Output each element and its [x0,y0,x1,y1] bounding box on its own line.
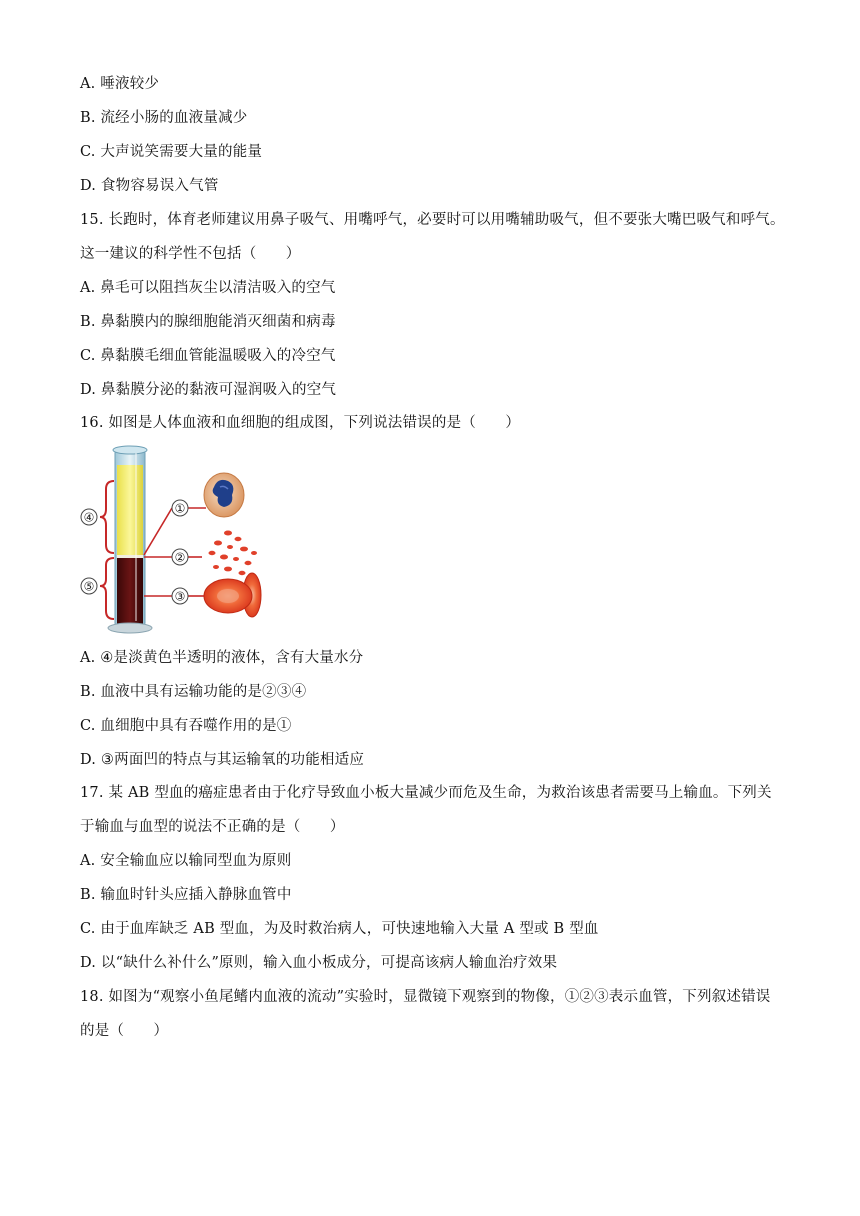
svg-text:①: ① [174,501,186,516]
q17-stem-line1: 17. 某 AB 型血的癌症患者由于化疗导致血小板大量减少而危及生命，为救治该患者需要马上输血。下列关 [80,785,772,801]
bracket-plasma [100,481,114,553]
q17-option-c: C. 由于血库缺乏 AB 型血，为及时救治病人，可快速地输入大量 A 型或 B 型血 [80,921,599,937]
q15-stem-line2: 这一建议的科学性不包括（ ） [80,246,301,262]
blood-composition-figure [78,443,278,638]
platelets-graphic [209,531,258,576]
red-blood-cells-graphic [204,573,261,617]
label-4-marker [81,509,97,525]
svg-text:②: ② [174,550,186,565]
q16-stem: 16. 如图是人体血液和血细胞的组成图，下列说法错误的是（ ） [80,415,521,431]
q15-option-c: C. 鼻黏膜毛细血管能温暖吸入的冷空气 [80,348,336,364]
label-5-marker [81,578,97,594]
svg-text:⑤: ⑤ [83,579,95,594]
q14-option-a: A. 唾液较少 [80,76,160,92]
q14-option-d: D. 食物容易误入气管 [80,178,219,194]
white-blood-cell-graphic [204,473,244,517]
q15-option-b: B. 鼻黏膜内的腺细胞能消灭细菌和病毒 [80,314,336,330]
label-3-marker [172,588,188,604]
q17-option-d: D. 以“缺什么补什么”原则，输入血小板成分，可提高该病人输血治疗效果 [80,955,558,971]
bracket-blood-cells [100,558,114,619]
q17-option-a: A. 安全输血应以输同型血为原则 [80,853,292,869]
q18-stem-line1: 18. 如图为“观察小鱼尾鳍内血液的流动”实验时，显微镜下观察到的物像，①②③表示血管，下列叙述错误 [80,989,771,1005]
q17-option-b: B. 输血时针头应插入静脉血管中 [80,887,292,903]
test-tube-graphic [108,446,152,633]
q16-option-c: C. 血细胞中具有吞噬作用的是① [80,718,292,734]
q18-stem-line2: 的是（ ） [80,1023,169,1039]
svg-text:③: ③ [174,589,186,604]
q16-option-b: B. 血液中具有运输功能的是②③④ [80,684,307,700]
label-2-marker [172,549,188,565]
q15-option-a: A. 鼻毛可以阻挡灰尘以清洁吸入的空气 [80,280,336,296]
q16-option-d: D. ③两面凹的特点与其运输氧的功能相适应 [80,752,365,768]
svg-text:④: ④ [83,510,95,525]
q14-option-b: B. 流经小肠的血液量减少 [80,110,248,126]
q15-option-d: D. 鼻黏膜分泌的黏液可湿润吸入的空气 [80,382,337,398]
q15-stem-line1: 15. 长跑时，体育老师建议用鼻子吸气、用嘴呼气，必要时可以用嘴辅助吸气，但不要张大嘴巴吸气和呼气。 [80,212,785,228]
q16-option-a: A. ④是淡黄色半透明的液体，含有大量水分 [80,650,364,666]
q14-option-c: C. 大声说笑需要大量的能量 [80,144,263,160]
label-1-marker [172,500,188,516]
q17-stem-line2: 于输血与血型的说法不正确的是（ ） [80,819,345,835]
